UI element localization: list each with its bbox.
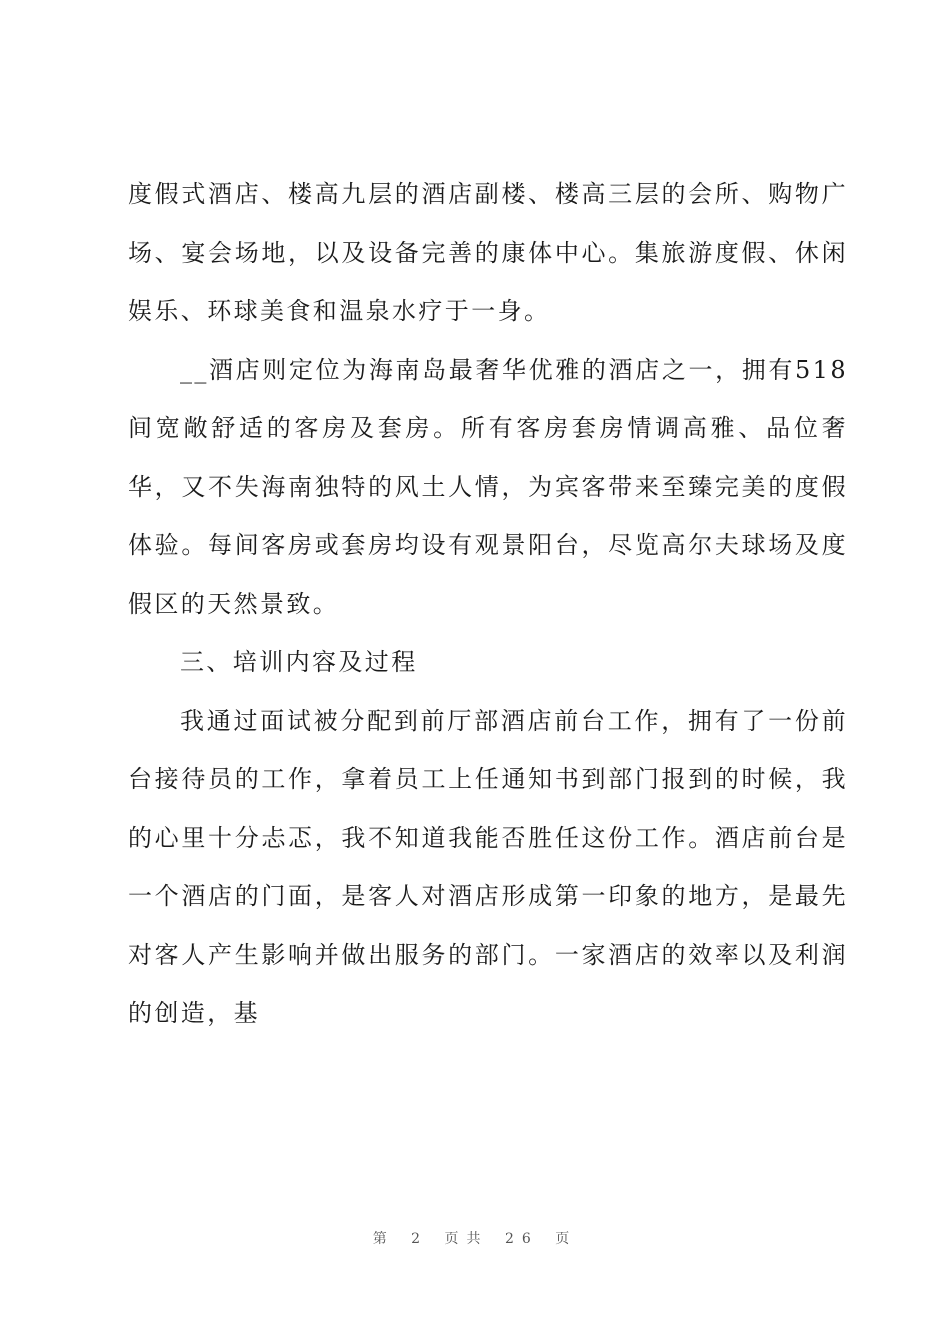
paragraph-front-desk: 我通过面试被分配到前厅部酒店前台工作，拥有了一份前台接待员的工作，拿着员工上任通知书到部门报到的时候，我的心里十分忐忑，我不知道我能否胜任这份工作。酒店前台是一个酒店的门面，是客人对酒店形成第一印象的地方，是最先对客人产生影响并做出服务的部门。一家酒店的效率以及利润的创造，基 (128, 706, 848, 1027)
footer-suffix: 页 (555, 1231, 578, 1247)
paragraph-resort-facilities: 度假式酒店、楼高九层的酒店副楼、楼高三层的会所、购物广场、宴会场地，以及设备完善的康体中心。集旅游度假、休闲娱乐、环球美食和温泉水疗于一身。 (128, 180, 848, 325)
document-body (128, 165, 848, 1043)
footer-middle: 页共 (444, 1231, 489, 1247)
page-footer (0, 1228, 950, 1248)
footer-total-pages: 26 (505, 1231, 539, 1247)
paragraph-hotel-positioning: __酒店则定位为海南岛最奢华优雅的酒店之一，拥有518间宽敞舒适的客房及套房。所有客房套房情调高雅、品位奢华，又不失海南独特的风土人情，为宾客带来至臻完美的度假体验。每间客房或套房均设有观景阳台，尽览高尔夫球场及度假区的天然景致。 (128, 355, 848, 618)
footer-current-page: 2 (411, 1231, 429, 1247)
footer-prefix: 第 (372, 1231, 395, 1247)
section-heading-training: 三、培训内容及过程 (180, 648, 418, 676)
